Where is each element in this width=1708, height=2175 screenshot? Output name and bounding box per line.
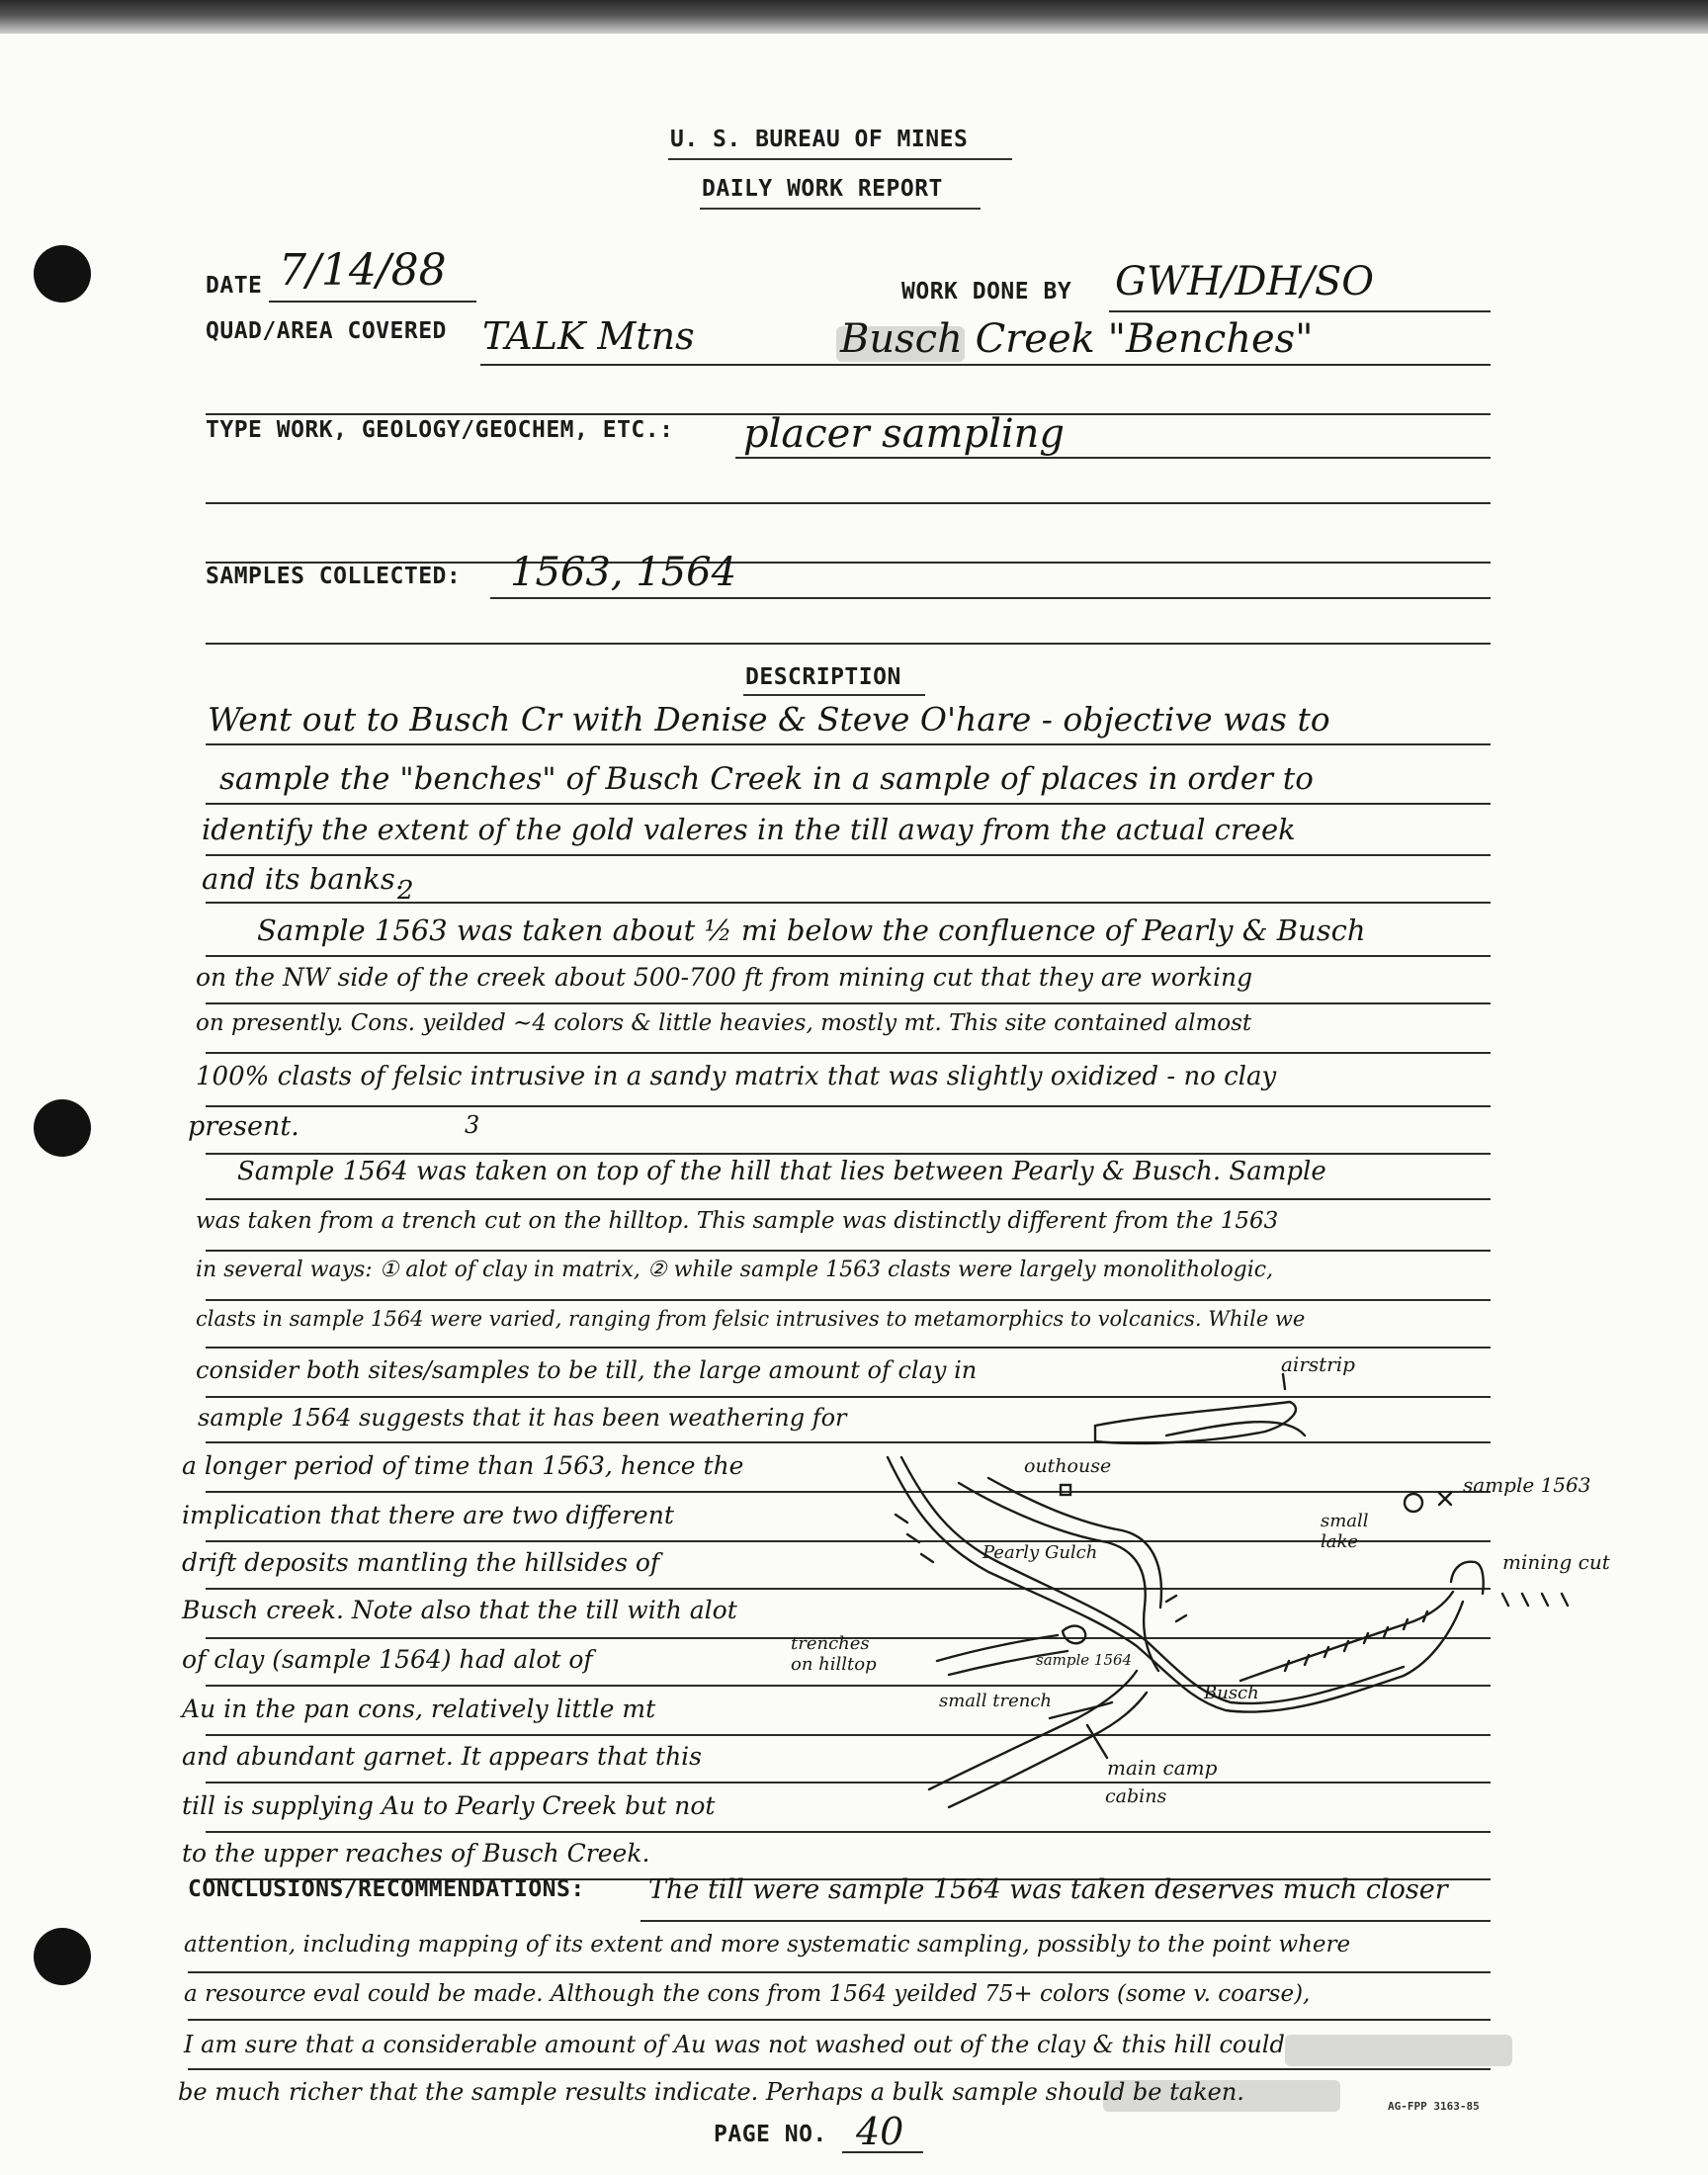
quad-area-label: QUAD/AREA COVERED [206,318,447,344]
description-line: sample 1564 suggests that it has been weathering for [198,1404,847,1432]
description-line: Sample 1564 was taken on top of the hill that lies between Pearly & Busch. Sample [237,1157,1326,1186]
description-line: consider both sites/samples to be till, the large amount of clay in [196,1356,978,1384]
outhouse-mark [1061,1485,1070,1495]
type-work-label: TYPE WORK, GEOLOGY/GEOCHEM, ETC.: [206,417,674,443]
airstrip-arrow [1283,1374,1285,1389]
agency-title: U. S. BUREAU OF MINES [670,127,969,152]
description-heading: DESCRIPTION [745,664,901,690]
conclusions-rule [188,2019,1491,2021]
type-work-value: placer sampling [743,411,1066,457]
conclusions-label: CONCLUSIONS/RECOMMENDATIONS: [188,1876,585,1902]
description-line: clasts in sample 1564 were varied, ranging from felsic intrusives to metamorphics to volcanics. While we [196,1307,1306,1331]
ridge [1240,1592,1453,1681]
conclusions-rule [188,1971,1491,1973]
airstrip-outline [1095,1402,1305,1443]
description-line: of clay (sample 1564) had alot of [182,1645,593,1674]
conclusions-line: be much richer that the sample results indicate. Perhaps a bulk sample should be taken. [178,2078,1244,2106]
conclusions-line: The till were sample 1564 was taken deserves much closer [648,1874,1448,1905]
description-line: was taken from a trench cut on the hilltop. This sample was distinctly different from the 1563 [196,1208,1279,1234]
area-detail-value: Busch Creek "Benches" [840,316,1314,362]
form-title: DAILY WORK REPORT [702,176,943,202]
description-line: and abundant garnet. It appears that this [182,1742,702,1771]
conclusions-line: a resource eval could be made. Although the cons from 1564 yeilded 75+ colors (some v. coarse), [184,1981,1311,2007]
page-no-label: PAGE NO. [714,2122,827,2147]
sketch-label-sample-1564: sample 1564 [1036,1651,1133,1669]
description-line: on the NW side of the creek about 500-700 ft from mining cut that they are working [196,963,1253,992]
sketch-label-pearly-gulch: Pearly Gulch [982,1542,1098,1563]
correction-mark: 2 [397,876,414,906]
description-line: a longer period of time than 1563, hence the [182,1451,744,1480]
page-no-value: 40 [856,2110,904,2153]
description-line: Au in the pan cons, relatively little mt [182,1695,656,1723]
sketch-label-airstrip: airstrip [1281,1352,1355,1376]
work-done-by-label: WORK DONE BY [901,279,1072,304]
small-lake-mark [1405,1494,1422,1512]
description-line: 100% clasts of felsic intrusive in a sandy matrix that was slightly oxidized - no clay [196,1062,1277,1091]
lower-creek [929,1671,1137,1789]
description-line: implication that there are two different [182,1501,674,1529]
description-line: till is supplying Au to Pearly Creek but not [182,1791,716,1820]
conclusions-rule [640,1920,1491,1922]
description-line: Busch creek. Note also that the till with alot [182,1596,737,1624]
sketch-label-cabins: cabins [1105,1785,1167,1807]
sketch-label-trenches: trenches on hilltop [791,1633,877,1675]
description-line: identify the extent of the gold valeres in the till away from the actual creek [202,813,1296,846]
sketch-label-main-camp: main camp [1107,1756,1218,1780]
date-label: DATE [206,273,263,299]
conclusions-line: I am sure that a considerable amount of Au was not washed out of the clay & this hill could [184,2031,1285,2058]
highlight-this-hill [1285,2035,1512,2066]
quad-area-value: TALK Mtns [482,314,695,358]
sample-1564-mark [1063,1626,1085,1644]
mining-cut-outline [1451,1562,1484,1594]
conclusions-line: attention, including mapping of its extent and more systematic sampling, possibly to the point where [184,1932,1351,1958]
creek-left-bank [888,1457,1463,1712]
correction-mark: 3 [465,1111,480,1139]
sketch-label-busch: Busch [1204,1683,1259,1703]
description-line: Sample 1563 was taken about ½ mi below the confluence of Pearly & Busch [257,914,1366,947]
samples-value: 1563, 1564 [510,550,737,595]
description-line: sample the "benches" of Busch Creek in a sample of places in order to [219,761,1314,797]
sketch-label-small-lake: small lake [1321,1511,1369,1552]
sketch-label-mining-cut: mining cut [1502,1550,1610,1574]
form-code: AG-FPP 3163-85 [1388,2100,1480,2113]
work-done-by-value: GWH/DH/SO [1115,259,1375,304]
sample-1563-x [1439,1493,1451,1505]
sketch-label-sample-1563: sample 1563 [1463,1473,1591,1497]
description-line: to the upper reaches of Busch Creek. [182,1839,650,1868]
date-value: 7/14/88 [279,245,447,296]
description-line: and its banks. [202,862,404,896]
description-line: present. [188,1111,299,1142]
description-line: on presently. Cons. yeilded ~4 colors & little heavies, mostly mt. This site contained almost [196,1010,1252,1036]
sketch-label-small-trench: small trench [939,1691,1053,1711]
description-line: in several ways: ① alot of clay in matrix, ② while sample 1563 clasts were largely monolithologic, [196,1258,1274,1282]
conclusions-rule [188,2068,1491,2070]
description-line: drift deposits mantling the hillsides of [182,1548,660,1577]
description-line: Went out to Busch Cr with Denise & Steve O'hare - objective was to [208,700,1330,739]
sketch-label-outhouse: outhouse [1024,1455,1112,1477]
samples-label: SAMPLES COLLECTED: [206,564,462,589]
